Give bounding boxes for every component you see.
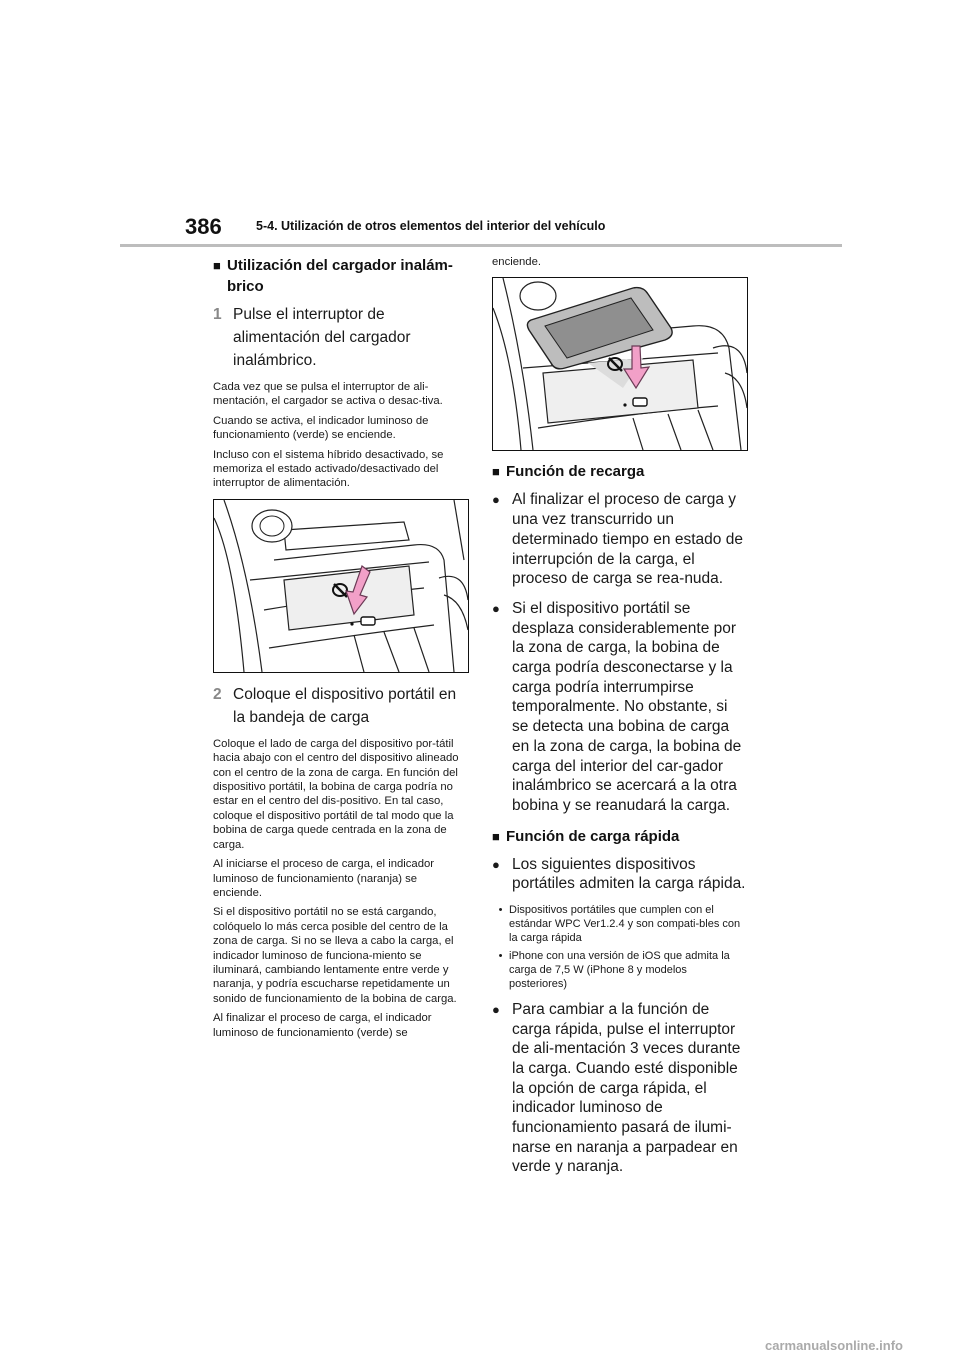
note: Coloque el lado de carga del dispositivo por-tátil hacia abajo con el centro del dispositivo alineado con el centro de la zona de carga. En función del dispositivo portátil, la bobina de carga podría no estar en el centro del dis-positivo. En tal caso, coloque el dispositivo portátil de tal modo que la bobina de carga quede centrada en la zona de carga. (213, 737, 459, 851)
note: Al finalizar el proceso de carga, el indicador luminoso de funcionamiento (verde) se (213, 1012, 432, 1039)
round-bullet-icon: ● (492, 600, 500, 616)
continued-text: enciende. (492, 256, 541, 268)
heading-wireless-charger (213, 255, 469, 297)
square-bullet-icon: ■ (492, 464, 500, 480)
figure-power-switch (213, 499, 469, 673)
bullet-text: Para cambiar a la función de carga rápida, pulse el interruptor de ali-mentación 3 veces durante la carga. Cuando esté disponible la opción de carga rápida, el indicador luminoso de funcionamiento pasará de ilumi-narse en naranja a parpadear en verde y naranja. (512, 1000, 741, 1176)
step-number: 2 (213, 685, 222, 703)
bullet-text: Si el dispositivo portátil se desplaza considerablemente por la zona de carga, la bobina de carga podría desconectarse y la carga podría interrumpirse temporalmente. No obstante, si se detecta una bobina de carga en la zona de carga, la bobina de carga del interior del car-gador inalámbrico se acercará a la otra bobina y se reanudará la carga. (512, 599, 742, 814)
note: Cada vez que se pulsa el interruptor de ali-mentación, el cargador se activa o desac-tiva. (213, 381, 443, 408)
step-2 (213, 683, 469, 729)
knob-shape (252, 510, 292, 542)
heading-text: Utilización del cargador inalám-brico (227, 257, 453, 295)
indicator-light (623, 404, 626, 407)
list-item (492, 1000, 748, 1177)
right-column (492, 255, 748, 1187)
subbullet-text: iPhone con una versión de iOS que admita la carga de 7,5 W (iPhone 8 y modelos posteriores) (509, 950, 730, 991)
round-bullet-icon: ● (492, 856, 500, 872)
knob-shape (520, 282, 556, 310)
small-bullet-icon: • (498, 904, 503, 917)
step-text: Pulse el interruptor de alimentación del cargador inalámbrico. (233, 306, 411, 369)
heading-fast-charge (492, 826, 748, 847)
square-bullet-icon: ■ (492, 828, 500, 844)
step-1 (213, 303, 469, 372)
illustration-device-on-tray (493, 278, 747, 450)
small-bullet-icon: • (498, 950, 503, 963)
heading-recharge (492, 461, 748, 482)
illustration-console-switch (214, 500, 468, 672)
step-text: Coloque el dispositivo portátil en la bandeja de carga (233, 685, 457, 726)
list-item (492, 855, 748, 894)
heading-text: Función de carga rápida (506, 827, 680, 845)
bullet-text: Al finalizar el proceso de carga y una vez transcurrido un determinado tiempo en estado de interrupción de la carga, el proceso de carga se rea-nuda. (512, 491, 743, 588)
indicator-light (350, 622, 353, 625)
sub-list-item (492, 950, 748, 991)
note: Si el dispositivo portátil no se está cargando, colóquelo lo más cerca posible del centro de la zona de carga. Si no se lleva a cabo la carga, el indicador luminoso de funciona-miento se iluminará, cambiando lentamente entre verde y naranja, y podría escucharse repetidamente un sonido de funcionamiento de la bobina de carga. (213, 906, 457, 1005)
list-item (492, 490, 748, 589)
note: Cuando se activa, el indicador luminoso de funcionamiento (verde) se enciende. (213, 414, 429, 442)
power-switch (633, 398, 647, 406)
round-bullet-icon: ● (492, 492, 500, 508)
round-bullet-icon: ● (492, 1001, 500, 1017)
left-column (213, 255, 469, 1045)
watermark[interactable]: carmanualsonline.info (765, 1338, 903, 1353)
square-bullet-icon: ■ (213, 258, 221, 273)
figure-place-device (492, 277, 748, 451)
page-number: 386 (185, 214, 222, 239)
heading-text: Función de recarga (506, 463, 645, 481)
power-switch (361, 617, 375, 625)
note: Al iniciarse el proceso de carga, el indicador luminoso de funcionamiento (naranja) se enciende. (213, 858, 435, 899)
section-title: 5-4. Utilización de otros elementos del interior del vehículo (256, 219, 606, 233)
header-rule (120, 244, 842, 247)
bullet-text: Los siguientes dispositivos portátiles admiten la carga rápida. (512, 855, 746, 893)
list-item (492, 599, 748, 816)
sub-list-item (492, 904, 748, 945)
step-number: 1 (213, 306, 222, 323)
note: Incluso con el sistema híbrido desactivado, se memoriza el estado activado/desactivado del interruptor de alimentación. (213, 448, 444, 490)
subbullet-text: Dispositivos portátiles que cumplen con el estándar WPC Ver1.2.4 y son compati-bles con la carga rápida (509, 904, 741, 944)
